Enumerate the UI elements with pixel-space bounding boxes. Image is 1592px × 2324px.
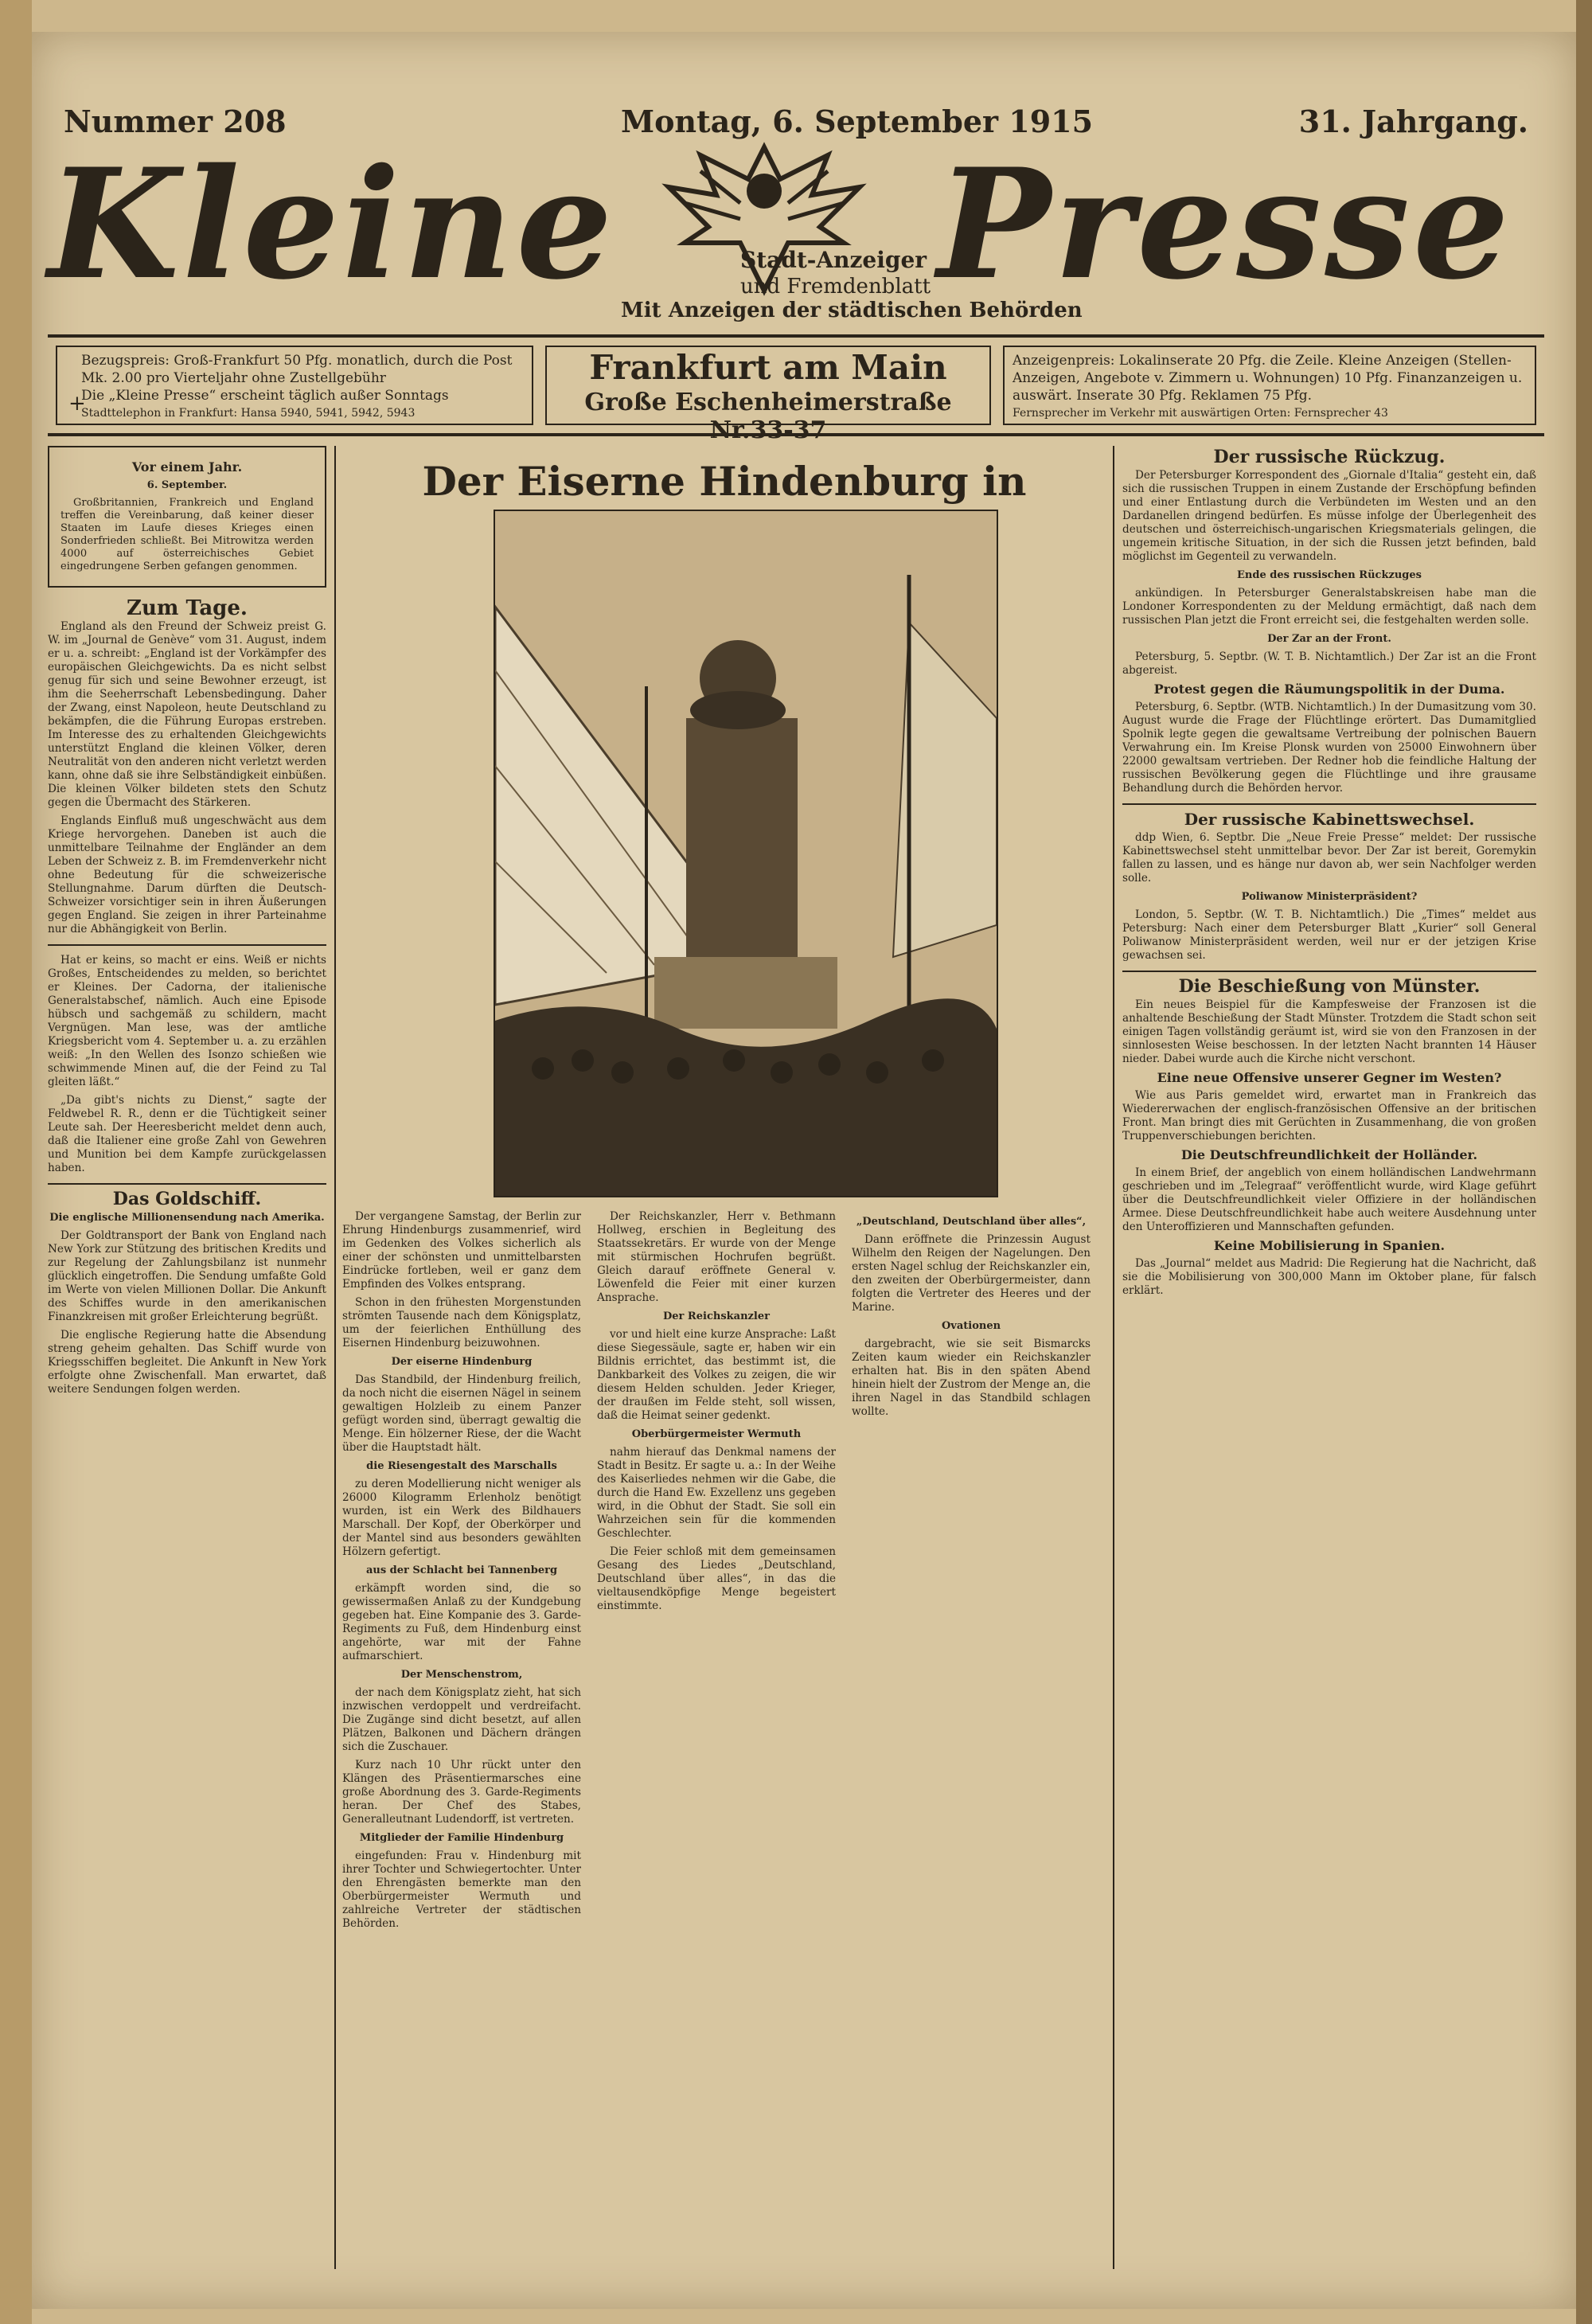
- subheading: „Deutschland, Deutschland über alles“,: [856, 1216, 1087, 1228]
- paragraph: Petersburg, 5. Septbr. (W. T. B. Nichtamtlich.) Der Zar ist an die Front abgereist.: [1122, 650, 1536, 677]
- paragraph: Die Feier schloß mit dem gemeinsamen Gesang des Liedes „Deutschland, Deutschland über alles“, in das die vieltausendköpfige Menge begeistert einstimmte.: [597, 1545, 836, 1612]
- paragraph: Englands Einfluß muß ungeschwächt aus dem Kriege hervorgehen. Daneben ist auch die unmittelbare Teilnahme der Engländer an dem Leben der Schweiz z. B. im Fremdenverkehr nicht ohne Bedeutung für die schweizerische Stellungnahme. Darum dürften die Deutsch-Schweizer vorsichtiger sein in ihren Äußerungen gegen England. Sie zeigen in ihrer Parteinahme nur die Abhängigkeit von Berlin.: [48, 814, 326, 935]
- city-box: [545, 346, 991, 444]
- paragraph: London, 5. Septbr. (W. T. B. Nichtamtlich.) Die „Times“ meldet aus Petersburg: Nach einer dem Petersburger Blatt „Kurier“ soll General Poliwanow Ministerpräsident werden, weil nur er der jetzigen Krise gewachsen sei.: [1122, 908, 1536, 962]
- divider: [1122, 971, 1536, 972]
- paragraph: Schon in den frühesten Morgenstunden strömten Tausende nach dem Königsplatz, um der feierlichen Enthüllung des Eisernen Hindenburg beizuwohnen.: [342, 1296, 581, 1349]
- section-heading: Eine neue Offensive unserer Gegner im Westen?: [1157, 1070, 1502, 1085]
- paragraph: eingefunden: Frau v. Hindenburg mit ihrer Tochter und Schwiegertochter. Unter den Ehrengästen bemerkte man den Oberbürgermeister Wermuth und zahlreiche Vertreter der städtischen Behörden.: [342, 1849, 581, 1930]
- masthead: [48, 119, 1512, 334]
- divider: [48, 944, 326, 946]
- box-date: 6. September.: [146, 479, 228, 491]
- anzeigenpreis-text: Anzeigenpreis: Lokalinserate 20 Pfg. die Zeile. Kleine Anzeigen (Stellen-Anzeigen, Angebote v. Zimmern u. Wohnungen) 10 Pfg. Finanzanzeigen u. auswärt. Inserate 30 Pfg. Reklamen 75 Pfg.: [1013, 353, 1523, 404]
- main-headline: Der Eiserne Hindenburg in: [422, 458, 1027, 505]
- paragraph: Dann eröffnete die Prinzessin August Wilhelm den Reigen der Nagelungen. Den ersten Nagel schlug der Reichskanzler ein, den zweiten der Oberbürgermeister, dann folgten die Vertreter des Heeres und der Marine.: [852, 1233, 1091, 1314]
- column-divider: [334, 446, 336, 2269]
- divider: [48, 1183, 326, 1185]
- subtitle-stadt-anzeiger: Stadt-Anzeiger: [740, 247, 927, 273]
- ad-price-box: [1003, 346, 1536, 425]
- issue-number: Nummer 208: [64, 104, 287, 139]
- left-column: [48, 446, 326, 2269]
- paragraph: Der Petersburger Korrespondent des „Giornale d'Italia“ gesteht ein, daß sich die russischen Truppen in einem Zustande der Erschöpfung befinden und einer Entlastung durch die Verbündeten im Westen und an den Dardanellen dringend bedürfen. Es müsse infolge der Überlegenheit des deutschen und österreichisch-ungarischen Kriegsmaterials gelingen, die ungemein kritische Situation, in der sich die Russen jetzt befinden, bald möglichst im Gegenteil zu verwandeln.: [1122, 469, 1536, 563]
- section-heading: Der russische Rückzug.: [1213, 447, 1446, 467]
- paragraph: Der Goldtransport der Bank von England nach New York zur Stützung des britischen Kredits und zur Regelung der Zahlungsbilanz ist nunmehr glücklich eingetroffen. Die Sendung umfaßte Gold im Werte von vielen Millionen Dollar. Die Ankunft des Schiffes wurde in den amerikanischen Finanzkreisen mit großer Erleichterung begrüßt.: [48, 1229, 326, 1323]
- goldschiff-subheading: Die englische Millionensendung nach Amerika.: [49, 1212, 325, 1224]
- paragraph: zu deren Modellierung nicht weniger als 26000 Kilogramm Erlenholz benötigt wurden, ist ein Werk des Bildhauers Marschall. Der Kopf, der Oberkörper und der Mantel sind aus besonders gewählten Hölzern gefertigt.: [342, 1478, 581, 1558]
- paragraph: Das „Journal“ meldet aus Madrid: Die Regierung hat die Nachricht, daß sie die Mobilisierung von 300,000 Mann im Oktober plane, für falsch erklärt.: [1122, 1257, 1536, 1297]
- paragraph: Der vergangene Samstag, der Berlin zur Ehrung Hindenburgs zusammenrief, wird im Gedenken des Volkes sicherlich als einer der schönsten und unmittelbarsten Eindrücke fortleben, weil er ganz dem Empfinden des Volkes entsprang.: [342, 1210, 581, 1291]
- vor-einem-jahr-box: [48, 446, 326, 588]
- box-title: Vor einem Jahr.: [131, 459, 243, 475]
- subtitle-fremdenblatt: und Fremdenblatt: [740, 275, 931, 299]
- plus-icon: +: [68, 392, 86, 416]
- paragraph: Hat er keins, so macht er eins. Weiß er nichts Großes, Entscheidendes zu melden, so berichtet er Kleines. Der Cadorna, der italienische Generalstabschef, nämlich. Auch eine Episode hübsch und sachgemäß zu schildern, macht Vergnügen. Man lese, was der amtliche Kriegsbericht vom 4. September u. a. zu erzählen weiß: „In den Wellen des Isonzo schießen wie schwimmende Minen auf, die der Feind zu Tal gleiten läßt.“: [48, 954, 326, 1088]
- paragraph: vor und hielt eine kurze Ansprache: Laßt diese Siegessäule, sagte er, haben wir ein Bildnis errichtet, das bestimmt ist, die Dankbarkeit des Volkes zu zeigen, die wir diesem Helden schulden. Jeder Krieger, der draußen im Felde steht, soll wissen, daß die Heimat seiner gedenkt.: [597, 1328, 836, 1422]
- paragraph: ddp Wien, 6. Septbr. Die „Neue Freie Presse“ meldet: Der russische Kabinettswechsel steht unmittelbar bevor. Der Zar ist bereit, Goremykin fallen zu lassen, und es hänge nur davon ab, wer sein Nachfolger werden solle.: [1122, 831, 1536, 885]
- city-name: Frankfurt am Main: [589, 348, 947, 387]
- subheading: Der eiserne Hindenburg: [391, 1356, 533, 1368]
- subheading: Ende des russischen Rückzuges: [1237, 569, 1422, 581]
- paragraph: nahm hierauf das Denkmal namens der Stadt in Besitz. Er sagte u. a.: In der Weihe des Kaiserliedes nehmen wir die Gabe, die durch die Hand Ew. Exzellenz uns gegeben wird, in die Obhut der Stadt. Sie soll ein Wahrzeichen sein für die kommenden Geschlechter.: [597, 1446, 836, 1540]
- article-column-b: [597, 1210, 836, 1618]
- section-heading: Der russische Kabinettswechsel.: [1184, 810, 1475, 829]
- divider: [1122, 803, 1536, 805]
- title-right: Presse: [937, 135, 1512, 313]
- subheading: Poliwanow Ministerpräsident?: [1241, 891, 1418, 903]
- issue-date: Montag, 6. September 1915: [621, 104, 1094, 139]
- right-column: [1122, 446, 1536, 2269]
- bezugspreis-text: Bezugspreis: Groß-Frankfurt 50 Pfg. monatlich, durch die Post Mk. 2.00 pro Vierteljahr ohne Zustellgebühr: [81, 353, 513, 386]
- telephon-text: Stadttelephon in Frankfurt: Hansa 5940, 5941, 5942, 5943: [81, 407, 416, 420]
- page-edge-left: [0, 0, 32, 2324]
- article-column-c: [852, 1210, 1091, 1424]
- paragraph: Petersburg, 6. Septbr. (WTB. Nichtamtlich.) In der Dumasitzung vom 30. August wurde die Frage der Flüchtlinge erörtert. Das Dumamitglied Spolnik legte gegen die gewaltsame Vertreibung der polnischen Bauern Verwahrung ein. Im Kreise Plonsk wurden von 25000 Einwohnern über 22000 gewaltsam vertrieben. Der Redner hob die feindliche Haltung der russischen Bevölkerung gegen die Flüchtlinge und ihre grausame Behandlung durch die Behörden hervor.: [1122, 701, 1536, 795]
- subheading: Der Reichskanzler: [663, 1310, 770, 1322]
- subheading: Oberbürgermeister Wermuth: [631, 1428, 802, 1440]
- fernsprecher-text: Fernsprecher im Verkehr mit auswärtigen Orten: Fernsprecher 43: [1013, 407, 1388, 420]
- page-edge-right: [1576, 0, 1592, 2324]
- column-divider: [1113, 446, 1114, 2269]
- section-heading: Die Deutschfreundlichkeit der Holländer.: [1180, 1147, 1478, 1162]
- subtitle-behoerden: Mit Anzeigen der städtischen Behörden: [621, 299, 1083, 322]
- paragraph: Der Reichskanzler, Herr v. Bethmann Hollweg, erschien in Begleitung des Staatssekretärs. Er wurde von der Menge mit stürmischen Hochrufen begrüßt. Gleich darauf eröffnete General v. Löwenfeld die Feier mit einer kurzen Ansprache.: [597, 1210, 836, 1304]
- section-heading: Protest gegen die Räumungspolitik in der Duma.: [1153, 682, 1505, 697]
- erscheint-text: Die „Kleine Presse“ erscheint täglich außer Sonntags: [81, 388, 449, 404]
- hindenburg-photo: [494, 510, 998, 1197]
- subheading: Mitglieder der Familie Hindenburg: [359, 1832, 564, 1844]
- hindenburg-statue-illustration: [495, 511, 997, 1196]
- paragraph: „Da gibt's nichts zu Dienst,“ sagte der Feldwebel R. R., denn er die Tüchtigkeit seiner Leute sah. Der Heeresbericht meldet denn auch, daß die Italiener eine große Zahl von Gewehren und Munition bei dem Kampfe zurückgelassen haben.: [48, 1094, 326, 1174]
- volume-year: 31. Jahrgang.: [1298, 104, 1528, 139]
- paragraph: Wie aus Paris gemeldet wird, erwartet man in Frankreich das Wiedererwachen der englisch-französischen Offensive an der britischen Front. Man bringt dies mit Gerüchten in Zusammenhang, die von großen Truppenverschiebungen berichten.: [1122, 1089, 1536, 1142]
- subscription-box: [56, 346, 533, 425]
- box-text: Großbritannien, Frankreich und England treffen die Vereinbarung, daß keiner dieser Staaten im Laufe dieses Krieges einen Sonderfrieden schließt. Bei Mitrowitza werden 4000 auf österreichisches Gebiet eingedrungene Serben gefangen genommen.: [60, 497, 314, 572]
- paragraph: ankündigen. In Petersburger Generalstabskreisen habe man die Londoner Korrespondenten zu der Meldung ermächtigt, daß nach dem russischen Plan jetzt die Front erreicht sei, die festgehalten werden solle.: [1122, 587, 1536, 627]
- article-column-a: [342, 1210, 581, 1935]
- subheading: Ovationen: [941, 1320, 1001, 1332]
- paragraph: In einem Brief, der angeblich von einem holländischen Landwehrmann geschrieben und im „Telegraaf“ veröffentlicht wurde, wird Klage geführt über die Deutschfreundlichkeit vieler Offiziere in der holländischen Armee. Diese Deutschfreundlichkeit habe auch weitere Ausdehnung unter den Unteroffizieren und Mannschaften gefunden.: [1122, 1166, 1536, 1233]
- paragraph: Kurz nach 10 Uhr rückt unter den Klängen des Präsentiermarsches eine große Abordnung des 3. Garde-Regiments heran. Der Chef des Stabes, Generalleutnant Ludendorff, ist vertreten.: [342, 1759, 581, 1826]
- paragraph: erkämpft worden sind, die so gewissermaßen Anlaß zu der Kundgebung gegeben hat. Eine Kompanie des 3. Garde-Regiments zu Fuß, dem Hindenburg einst angehörte, war mit der Fahne aufmarschiert.: [342, 1582, 581, 1662]
- subheading: Der Zar an der Front.: [1267, 633, 1391, 645]
- subheading: die Riesengestalt des Marschalls: [366, 1460, 557, 1472]
- subheading: aus der Schlacht bei Tannenberg: [365, 1564, 558, 1576]
- info-bar: [48, 334, 1544, 444]
- goldschiff-heading: Das Goldschiff.: [112, 1189, 262, 1209]
- title-left: Kleine: [48, 135, 616, 313]
- paragraph: dargebracht, wie sie seit Bismarcks Zeiten kaum wieder ein Reichskanzler erhalten hat. Bis in den späten Abend hinein hielt der Zustrom der Menge an, die ihren Nagel in das Standbild schlagen wollte.: [852, 1338, 1091, 1418]
- paragraph: England als den Freund der Schweiz preist G. W. im „Journal de Genève“ vom 31. August, indem er u. a. schreibt: „England ist der Vorkämpfer des europäischen Gleichgewichts. Da es nicht selbst genug für sich und seine Bewohner erzeugt, ist ihm die Seeherrschaft Lebensbedingung. Daher der Zwang, einst Napoleon, heute Deutschland zu bekämpfen, die die Führung Europas erstreben. Im Interesse des zu erhaltenden Gleichgewichts unterstützt England die kleinen Völker, deren Neutralität von den anderen nicht verletzt werden kann, ohne daß sie ihre Selbständigkeit einbüßen. Die kleinen Völker bildeten stets den Schutz gegen die Übermacht des Stärkeren.: [48, 620, 326, 809]
- section-heading: Keine Mobilisierung in Spanien.: [1213, 1238, 1446, 1253]
- paragraph: Die englische Regierung hatte die Absendung streng geheim gehalten. Das Schiff wurde von Kriegsschiffen begleitet. Die Ankunft in New York erfolgte ohne Zwischenfall. Man erwartet, daß weitere Sendungen folgen werden.: [48, 1329, 326, 1396]
- section-heading: Die Beschießung von Münster.: [1178, 976, 1481, 997]
- zum-tage-heading: Zum Tage.: [127, 596, 248, 620]
- subheading: Der Menschenstrom,: [400, 1669, 523, 1681]
- paragraph: Ein neues Beispiel für die Kampfesweise der Franzosen ist die anhaltende Beschießung der Stadt Münster. Trotzdem die Stadt schon seit einigen Tagen vollständig geräumt ist, wird sie von den Franzosen in der sinnlosesten Weise beschossen. In der letzten Nacht brannten 14 Häuser nieder. Dabei wurde auch die Kirche nicht verschont.: [1122, 998, 1536, 1065]
- paragraph: der nach dem Königsplatz zieht, hat sich inzwischen verdoppelt und verdreifacht. Die Zugänge sind dicht besetzt, auf allen Plätzen, Balkonen und Dächern drängen sich die Zuschauer.: [342, 1686, 581, 1753]
- city-address: Große Eschenheimerstraße Nr.33-37: [584, 389, 952, 444]
- paragraph: Das Standbild, der Hindenburg freilich, da noch nicht die eisernen Nägel in seinem gewaltigen Holzleib zu einem Panzer gefügt worden sind, überragt gewaltig die Menge. Ein hölzerner Riese, der die Wacht über die Hauptstadt hält.: [342, 1373, 581, 1454]
